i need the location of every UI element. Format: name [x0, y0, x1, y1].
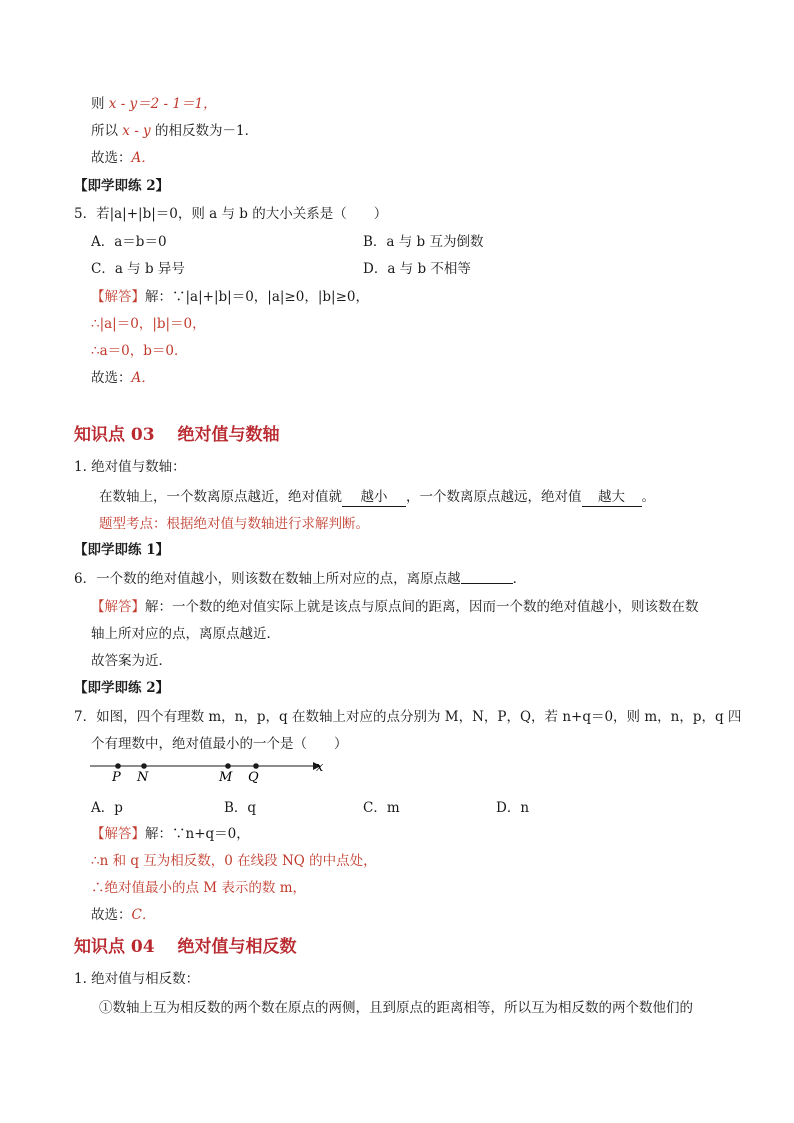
section-03-title: 知识点 03 绝对值与数轴: [74, 425, 280, 445]
q7-answer-line-1: 【解答】解：∵n+q＝0，: [91, 826, 250, 842]
q5-option-a: A．a＝b＝0: [91, 234, 167, 250]
section-03-item-1: 1. 绝对值与数轴：: [74, 459, 186, 475]
q5-option-d: D．a 与 b 不相等: [363, 261, 471, 277]
q6-answer-line-1: 【解答】解：一个数的绝对值实际上就是该点与原点间的距离，因而一个数的绝对值越小，则该数在数: [91, 599, 699, 615]
q7-stem-line-2: 个有理数中，绝对值最小的一个是（ ）: [91, 736, 348, 752]
q5-answer-line-1: 【解答】解：∵|a|+|b|＝0，|a|≥0，|b|≥0，: [91, 289, 369, 305]
section-04-item-1: 1. 绝对值与相反数：: [74, 971, 200, 987]
point-m: [225, 763, 231, 769]
section-03-topic-note: 题型考点：根据绝对值与数轴进行求解判断。: [99, 516, 369, 532]
practice-title-1: 【即学即练 1】: [74, 542, 170, 558]
label-q: Q: [248, 770, 259, 785]
prev-answer-line-2: 所以 x - y 的相反数为－1．: [91, 123, 259, 139]
q6-answer-line-2: 轴上所对应的点，离原点越近．: [91, 626, 280, 642]
practice-title-2b: 【即学即练 2】: [74, 680, 170, 696]
q7-option-c: C．m: [363, 800, 400, 816]
q7-stem-line-1: 7．如图，四个有理数 m，n，p，q 在数轴上对应的点分别为 M，N，P，Q，若 n+q＝0，则 m，n，p，q 四: [74, 709, 742, 725]
point-n: [141, 763, 147, 769]
q6-answer-line-3: 故答案为近．: [91, 653, 172, 669]
point-q: [253, 763, 259, 769]
section-04-paragraph: ①数轴上互为相反数的两个数在原点的两侧，且到原点的距离相等，所以互为相反数的两个数他们的: [99, 1000, 693, 1016]
q7-option-d: D．n: [496, 800, 530, 816]
q5-answer-line-2: ∴|a|＝0，|b|＝0，: [91, 316, 206, 332]
q6-answer-blank[interactable]: [461, 570, 513, 584]
q7-option-a: A．p: [91, 800, 123, 816]
q5-answer-line-3: ∴a＝0，b＝0．: [91, 343, 188, 359]
q5-answer-line-4: 故选：A．: [91, 370, 155, 386]
q5-stem: 5．若|a|+|b|＝0，则 a 与 b 的大小关系是（ ）: [74, 206, 388, 222]
point-p: [115, 763, 121, 769]
q7-answer-line-3: ∴绝对值最小的点 M 表示的数 m，: [91, 880, 306, 896]
label-m: M: [219, 770, 233, 785]
section-04-title: 知识点 04 绝对值与相反数: [74, 937, 297, 957]
q5-option-b: B．a 与 b 互为倒数: [363, 234, 484, 250]
q5-option-c: C．a 与 b 异号: [91, 261, 185, 277]
practice-title-2: 【即学即练 2】: [74, 178, 170, 194]
prev-answer-line-1: 则 x - y＝2 - 1＝1，: [91, 96, 217, 112]
q7-answer-line-4: 故选：C．: [91, 907, 156, 923]
q7-answer-line-2: ∴n 和 q 互为相反数，0 在线段 NQ 的中点处，: [91, 853, 377, 869]
q6-stem: 6．一个数的绝对值越小，则该数在数轴上所对应的点，离原点越 ．: [74, 571, 527, 587]
q7-option-b: B．q: [224, 800, 257, 816]
label-x: x: [316, 760, 324, 775]
prev-answer-line-3: 故选：A．: [91, 150, 155, 166]
q7-number-line: [88, 756, 338, 786]
label-p: P: [112, 770, 121, 785]
section-03-paragraph: 在数轴上，一个数离原点越近，绝对值就 越小 ，一个数离原点越远，绝对值 越大 。: [99, 489, 655, 505]
label-n: N: [137, 770, 149, 785]
